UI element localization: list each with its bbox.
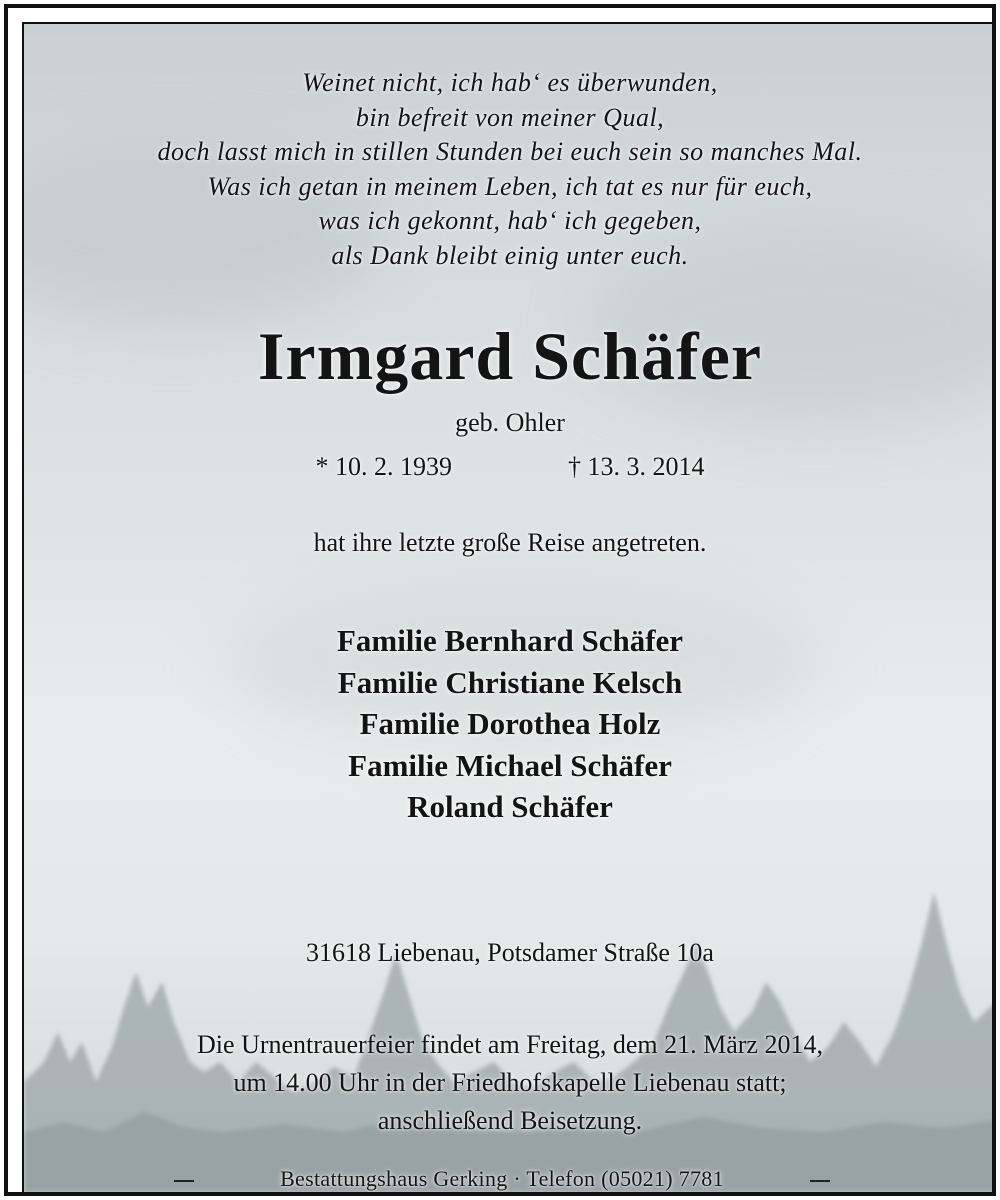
funeral-service-info bbox=[24, 1026, 994, 1140]
poem bbox=[24, 66, 994, 273]
footer-rule-left bbox=[174, 1180, 194, 1182]
deceased-name: Irmgard Schäfer bbox=[257, 318, 763, 394]
obituary-panel bbox=[22, 22, 994, 1194]
poem-line: bin befreit von meiner Qual, bbox=[355, 102, 665, 132]
mourner-entry: Familie Christiane Kelsch bbox=[337, 664, 683, 700]
poem-line: was ich gekonnt, hab‘ ich gegeben, bbox=[318, 206, 702, 235]
outer-border bbox=[4, 4, 996, 1196]
mourner-entry: Familie Michael Schäfer bbox=[348, 747, 672, 783]
poem-line: als Dank bleibt einig unter euch. bbox=[331, 240, 689, 270]
footer bbox=[24, 1164, 994, 1194]
announcement-text: hat ihre letzte große Reise angetreten. bbox=[313, 528, 707, 557]
poem-line: Was ich getan in meinem Leben, ich tat es nur für euch, bbox=[207, 171, 813, 201]
poem-line: Weinet nicht, ich hab‘ es überwunden, bbox=[302, 68, 718, 97]
service-line: Die Urnentrauerfeier findet am Freitag, dem 21. März 2014, bbox=[197, 1030, 823, 1059]
death-date: † 13. 3. 2014 bbox=[568, 452, 705, 481]
poem-line: doch lasst mich in stillen Stunden bei euch sein so manches Mal. bbox=[157, 137, 863, 166]
service-line: um 14.00 Uhr in der Friedhofskapelle Liebenau statt; bbox=[233, 1068, 787, 1097]
service-line: anschließend Beisetzung. bbox=[377, 1106, 643, 1135]
funeral-home-contact: Bestattungshaus Gerking · Telefon (05021) 7781 bbox=[280, 1166, 724, 1191]
obituary-content bbox=[24, 24, 994, 1194]
life-dates bbox=[24, 450, 994, 484]
birth-date: * 10. 2. 1939 bbox=[315, 452, 452, 481]
footer-rule-right bbox=[810, 1180, 830, 1182]
mourner-entry: Roland Schäfer bbox=[407, 789, 613, 824]
address: 31618 Liebenau, Potsdamer Straße 10a bbox=[306, 938, 714, 967]
mourner-entry: Familie Bernhard Schäfer bbox=[336, 623, 684, 658]
mourners-list bbox=[24, 620, 994, 828]
mourner-entry: Familie Dorothea Holz bbox=[359, 706, 661, 741]
maiden-name: geb. Ohler bbox=[455, 408, 565, 437]
